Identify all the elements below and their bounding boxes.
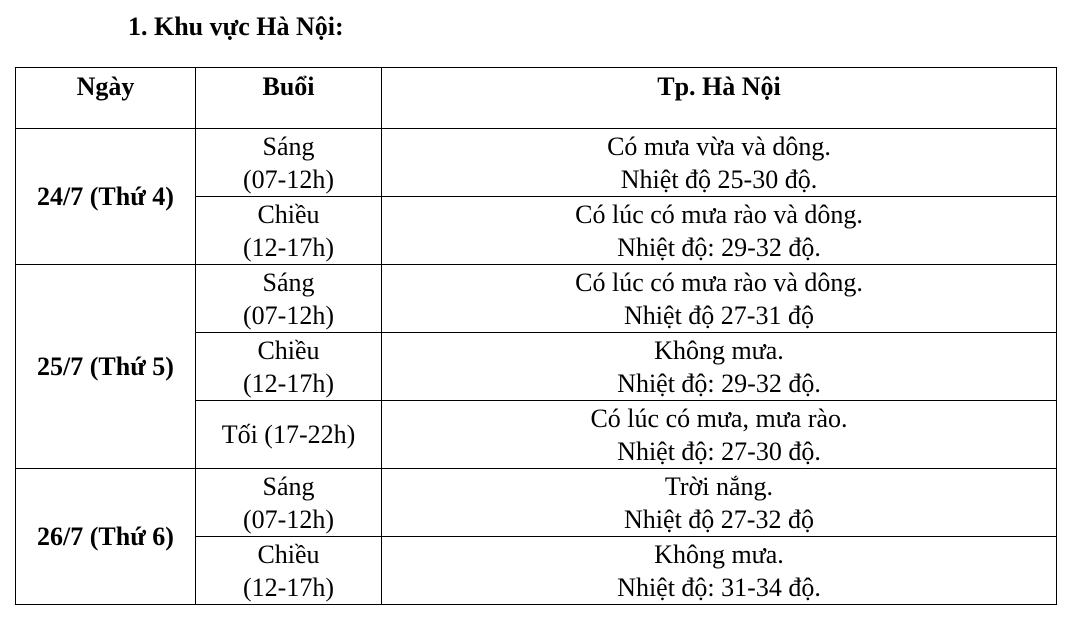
session-label: Sáng	[262, 131, 315, 161]
table-row	[16, 469, 1057, 537]
column-header-hanoi: Tp. Hà Nội	[382, 68, 1057, 129]
session-cell	[196, 469, 382, 537]
session-hours: (07-12h)	[243, 504, 334, 534]
session-cell	[196, 537, 382, 605]
weather-cell	[382, 333, 1057, 401]
weather-temperature: Nhiệt độ: 29-32 độ.	[617, 368, 821, 398]
day-cell: 24/7 (Thứ 4)	[16, 129, 196, 265]
session-cell	[196, 265, 382, 333]
session-label: Chiều	[257, 335, 320, 365]
session-label: Sáng	[262, 471, 315, 501]
weather-temperature: Nhiệt độ: 29-32 độ.	[617, 232, 821, 262]
weather-cell	[382, 401, 1057, 469]
day-cell: 25/7 (Thứ 5)	[16, 265, 196, 469]
session-label: Chiều	[257, 539, 320, 569]
weather-cell	[382, 265, 1057, 333]
day-cell: 26/7 (Thứ 6)	[16, 469, 196, 605]
session-label: Chiều	[257, 199, 320, 229]
table-header-row	[16, 68, 1057, 129]
forecast-table	[15, 67, 1057, 605]
session-cell	[196, 129, 382, 197]
column-header-date: Ngày	[16, 68, 196, 129]
session-label: Tối (17-22h)	[221, 420, 356, 449]
column-header-session: Buổi	[196, 68, 382, 129]
session-hours: (07-12h)	[243, 164, 334, 194]
weather-description: Có lúc có mưa, mưa rào.	[590, 403, 848, 433]
weather-temperature: Nhiệt độ 25-30 độ.	[620, 164, 818, 194]
session-cell	[196, 401, 382, 469]
table-row	[16, 129, 1057, 197]
weather-temperature: Nhiệt độ: 27-30 độ.	[617, 436, 821, 466]
weather-temperature: Nhiệt độ 27-32 độ	[624, 504, 814, 534]
weather-description: Không mưa.	[654, 335, 784, 365]
weather-description: Có lúc có mưa rào và dông.	[575, 199, 863, 229]
session-hours: (12-17h)	[243, 572, 334, 602]
session-hours: (07-12h)	[243, 300, 334, 330]
session-hours: (12-17h)	[243, 368, 334, 398]
weather-description: Có mưa vừa và dông.	[607, 131, 831, 161]
session-cell	[196, 333, 382, 401]
weather-description: Không mưa.	[654, 539, 784, 569]
section-heading: 1. Khu vực Hà Nội:	[128, 12, 344, 41]
session-hours: (12-17h)	[243, 232, 334, 262]
weather-cell	[382, 197, 1057, 265]
weather-description: Trời nắng.	[664, 471, 774, 501]
session-cell	[196, 197, 382, 265]
weather-temperature: Nhiệt độ 27-31 độ	[624, 300, 814, 330]
weather-temperature: Nhiệt độ: 31-34 độ.	[617, 572, 821, 602]
weather-cell	[382, 129, 1057, 197]
table-row	[16, 265, 1057, 333]
weather-description: Có lúc có mưa rào và dông.	[575, 267, 863, 297]
weather-cell	[382, 537, 1057, 605]
session-label: Sáng	[262, 267, 315, 297]
weather-cell	[382, 469, 1057, 537]
